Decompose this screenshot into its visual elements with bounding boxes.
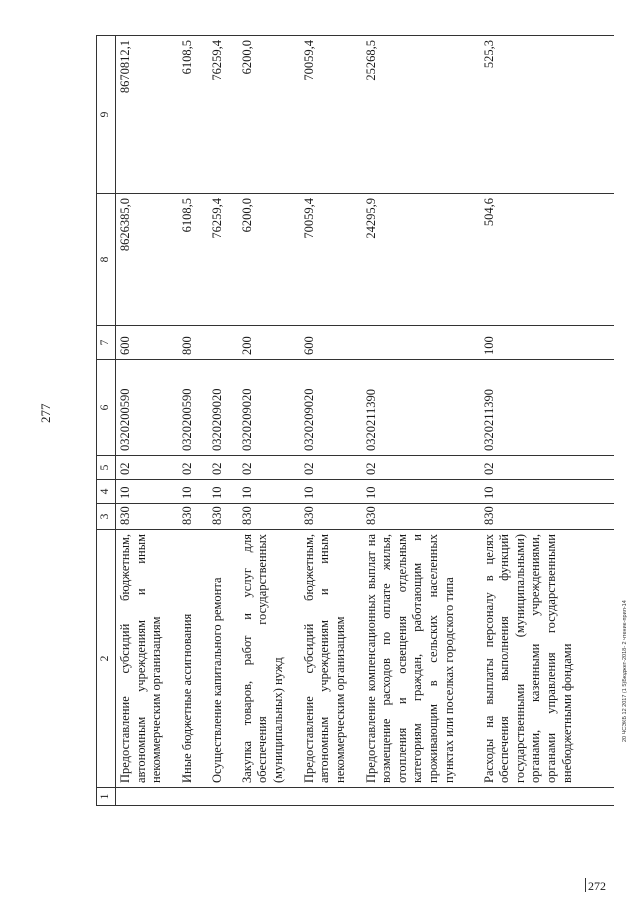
row-name: Предоставление субсидий бюджетным, автономным учреждениям и иным некоммерческим организациям <box>300 530 362 788</box>
row-code-section: 10 <box>300 480 362 504</box>
row-name: Закупка товаров, работ и услуг для обеспечения государственных (муниципальных) нужд <box>238 530 300 788</box>
footer-note: 20 ЧСЭКБ 12 2017 (1 5)Бюджет-2018- 2 чтение-прил-14 <box>622 600 628 742</box>
row-code-type: 800 <box>178 326 208 360</box>
row-code-target: 0320211390 <box>362 360 480 456</box>
row-code-target: 0320200590 <box>116 360 178 456</box>
table-row <box>362 36 480 806</box>
row-amount-1: 70059,4 <box>300 194 362 326</box>
row-amount-2: 6200,0 <box>238 36 300 194</box>
table-row <box>300 36 362 806</box>
row-code-subsection: 02 <box>208 456 238 480</box>
header-cell: 9 <box>97 36 116 194</box>
header-cell: 3 <box>97 504 116 530</box>
header-cell: 4 <box>97 480 116 504</box>
row-code-subsection: 02 <box>300 456 362 480</box>
row-amount-2: 76259,4 <box>208 36 238 194</box>
header-cell: 5 <box>97 456 116 480</box>
row-code-target: 0320209020 <box>238 360 300 456</box>
row-code-target: 0320200590 <box>178 360 208 456</box>
row-code-type <box>362 326 480 360</box>
row-code-admin: 830 <box>480 504 615 530</box>
row-amount-2: 8670812,1 <box>116 36 178 194</box>
row-name: Осуществление капитального ремонта <box>208 530 238 788</box>
row-amount-1: 8626385,0 <box>116 194 178 326</box>
row-index-cell <box>208 788 238 806</box>
table-row <box>208 36 238 806</box>
row-index-cell <box>238 788 300 806</box>
rotated-table-container <box>96 36 614 806</box>
header-cell: 1 <box>97 788 116 806</box>
table-row <box>178 36 208 806</box>
row-code-section: 10 <box>178 480 208 504</box>
row-code-subsection: 02 <box>480 456 615 480</box>
page-number-divider <box>585 878 586 892</box>
table-header-row <box>97 36 116 806</box>
row-code-admin: 830 <box>116 504 178 530</box>
row-code-admin: 830 <box>300 504 362 530</box>
row-code-subsection: 02 <box>116 456 178 480</box>
row-code-section: 10 <box>208 480 238 504</box>
page-number: 277 <box>38 403 53 423</box>
row-code-target: 0320209020 <box>208 360 238 456</box>
row-amount-2: 25268,5 <box>362 36 480 194</box>
row-amount-2: 6108,5 <box>178 36 208 194</box>
bottom-page-number: 272 <box>588 879 606 893</box>
row-code-subsection: 02 <box>362 456 480 480</box>
header-cell: 7 <box>97 326 116 360</box>
row-code-type: 100 <box>480 326 615 360</box>
row-code-subsection: 02 <box>238 456 300 480</box>
table-row <box>480 36 615 806</box>
row-index-cell <box>300 788 362 806</box>
row-amount-1: 6200,0 <box>238 194 300 326</box>
row-amount-2: 525,3 <box>480 36 615 194</box>
row-name: Иные бюджетные ассигнования <box>178 530 208 788</box>
row-index-cell <box>480 788 615 806</box>
row-name: Расходы на выплаты персоналу в целях обеспечения выполнения функций государственными (муниципальными) органами, казенными учреждениями, органами управления государственными внебюджетными фондами <box>480 530 615 788</box>
row-code-target: 0320211390 <box>480 360 615 456</box>
row-name: Предоставление субсидий бюджетным, автономным учреждениям и иным некоммерческим организациям <box>116 530 178 788</box>
row-code-type: 200 <box>238 326 300 360</box>
row-code-type: 600 <box>300 326 362 360</box>
row-code-admin: 830 <box>238 504 300 530</box>
row-code-section: 10 <box>116 480 178 504</box>
row-name: Предоставление компенсационных выплат на возмещение расходов по оплате жилья, отопления и освещения отдельным категориям граждан, работающим и проживающим в сельских населенных пунктах или поселках городского типа <box>362 530 480 788</box>
header-cell: 6 <box>97 360 116 456</box>
row-code-type <box>208 326 238 360</box>
row-code-section: 10 <box>238 480 300 504</box>
header-cell: 8 <box>97 194 116 326</box>
row-code-admin: 830 <box>208 504 238 530</box>
row-amount-1: 24295,9 <box>362 194 480 326</box>
row-code-admin: 830 <box>362 504 480 530</box>
row-amount-1: 6108,5 <box>178 194 208 326</box>
row-amount-1: 76259,4 <box>208 194 238 326</box>
row-code-admin: 830 <box>178 504 208 530</box>
budget-table <box>96 35 614 806</box>
table-row <box>238 36 300 806</box>
row-index-cell <box>116 788 178 806</box>
table-row <box>116 36 178 806</box>
row-index-cell <box>362 788 480 806</box>
row-index-cell <box>178 788 208 806</box>
row-amount-2: 70059,4 <box>300 36 362 194</box>
row-code-target: 0320209020 <box>300 360 362 456</box>
row-code-section: 10 <box>362 480 480 504</box>
row-code-section: 10 <box>480 480 615 504</box>
row-code-type: 600 <box>116 326 178 360</box>
header-cell: 2 <box>97 530 116 788</box>
row-code-subsection: 02 <box>178 456 208 480</box>
row-amount-1: 504,6 <box>480 194 615 326</box>
